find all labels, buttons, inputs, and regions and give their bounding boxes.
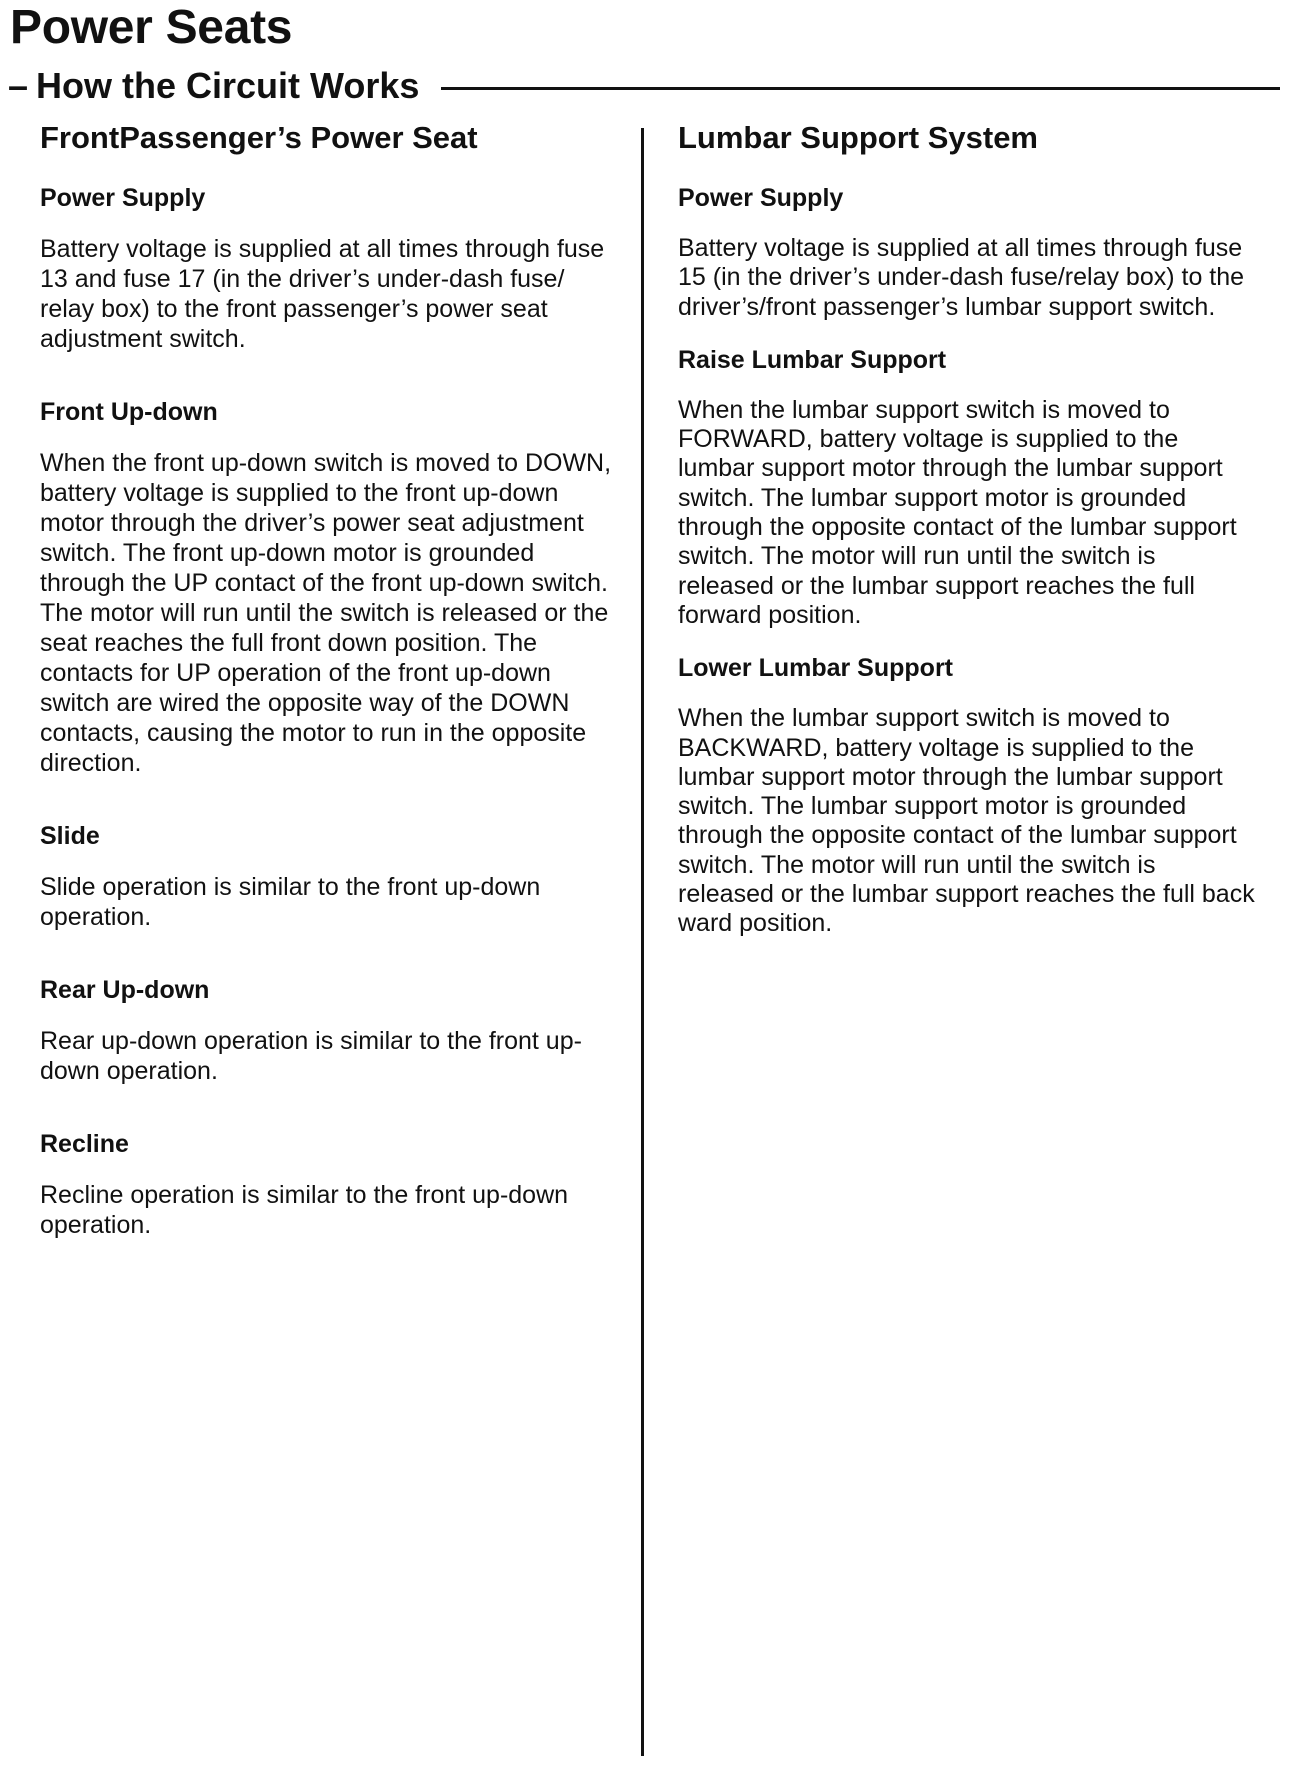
- recline-text: Recline operation is similar to the front up-down operation.: [40, 1181, 569, 1239]
- right-column: [678, 118, 1258, 961]
- left-column: [40, 118, 620, 1282]
- right-power-supply-text: Battery voltage is supplied at all times through fuse 15 (in the driver’s under-dash fuse/relay box) to the driver’s/front passenger’s lumbar support switch.: [678, 234, 1245, 321]
- section-header: [8, 64, 1280, 108]
- left-power-supply-heading: Power Supply: [40, 184, 206, 212]
- right-power-supply-heading: Power Supply: [678, 184, 844, 212]
- slide-heading: Slide: [40, 822, 100, 850]
- front-up-down-heading: Front Up-down: [40, 398, 218, 426]
- section-dash: –: [8, 65, 29, 106]
- recline-heading: Recline: [40, 1130, 129, 1158]
- slide-text: Slide operation is similar to the front up-down operation.: [40, 873, 541, 931]
- lower-lumbar-heading: Lower Lumbar Support: [678, 654, 953, 683]
- rear-up-down-text: Rear up-down operation is similar to the front up-down operation.: [40, 1027, 582, 1085]
- raise-lumbar-heading: Raise Lumbar Support: [678, 345, 947, 374]
- left-column-heading: FrontPassenger’s Power Seat: [40, 120, 478, 155]
- section-title: How the Circuit Works: [36, 65, 420, 106]
- lower-lumbar-text: When the lumbar support switch is moved to BACKWARD, battery voltage is supplied to the lumbar support motor through the lumbar support switch. The lumbar support motor is grounded through the opposite contact of the lumbar support switch. The motor will run until the switch is released or the lumbar support reaches the full back ward position.: [678, 704, 1255, 938]
- page-title: Power Seats: [10, 1, 293, 54]
- section-rule: [441, 87, 1280, 90]
- raise-lumbar-text: When the lumbar support switch is moved to FORWARD, battery voltage is supplied to the lumbar support motor through the lumbar support switch. The lumbar support motor is grounded through the opposite contact of the lumbar support switch. The motor will run until the switch is released or the lumbar support reaches the full forward position.: [678, 395, 1237, 629]
- rear-up-down-heading: Rear Up-down: [40, 976, 210, 1004]
- left-power-supply-text: Battery voltage is supplied at all times through fuse 13 and fuse 17 (in the driver’s under-dash fuse/ relay box) to the front passenger’s power seat adjustment switch.: [40, 235, 605, 353]
- right-column-heading: Lumbar Support System: [678, 120, 1038, 155]
- column-divider: [641, 128, 644, 1756]
- front-up-down-text: When the front up-down switch is moved to DOWN, battery voltage is supplied to the front up-down motor through the driver’s power seat adjustment switch. The front up-down motor is grounded through the UP contact of the front up-down switch. The motor will run until the switch is released or the seat reaches the full front down position. The contacts for UP operation of the front up-down switch are wired the opposite way of the DOWN contacts, causing the motor to run in the opposite direction.: [40, 449, 612, 777]
